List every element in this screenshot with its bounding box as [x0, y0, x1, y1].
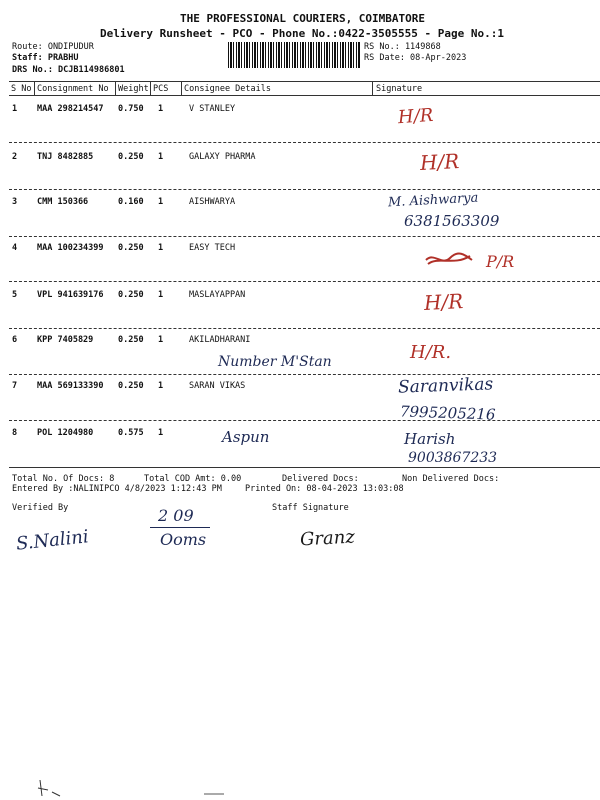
row-sno: 5	[12, 290, 18, 300]
handwritten-phone: 9003867233	[408, 450, 498, 466]
row-weight: 0.250	[118, 152, 144, 162]
row-sno: 3	[12, 197, 18, 207]
row-separator	[9, 374, 600, 375]
column-header: Consignment No	[37, 84, 109, 94]
row-separator	[9, 328, 600, 329]
row-consignment: TNJ 8482885	[37, 152, 94, 162]
total-cod: Total COD Amt: 0.00	[144, 474, 242, 484]
col-divider	[372, 81, 373, 95]
printed-on: Printed On: 08-04-2023 13:03:08	[245, 484, 404, 494]
row-consignee: AKILADHARANI	[189, 335, 251, 345]
table-header-rule	[9, 95, 600, 96]
staff-signature-label: Staff Signature	[272, 503, 349, 513]
col-divider	[34, 81, 35, 95]
non-delivered-docs: Non Delivered Docs:	[402, 474, 500, 484]
row-sno: 2	[12, 152, 18, 162]
page-title: THE PROFESSIONAL COURIERS, COIMBATORE	[180, 12, 426, 25]
rs-date: RS Date: 08-Apr-2023	[364, 53, 467, 63]
column-header: Weight	[118, 84, 149, 94]
row-separator	[9, 236, 600, 237]
col-divider	[150, 81, 151, 95]
row-pcs: 1	[158, 290, 164, 300]
center-signature-top: 2 09	[158, 506, 194, 525]
handwritten-note: Aspun	[222, 428, 270, 446]
col-divider	[181, 81, 182, 95]
row-pcs: 1	[158, 428, 164, 438]
row-sno: 8	[12, 428, 18, 438]
handwritten-signature: H/R	[419, 148, 460, 176]
row-separator	[9, 281, 600, 282]
row-pcs: 1	[158, 104, 164, 114]
row-consignee: AISHWARYA	[189, 197, 236, 207]
center-signature-bottom: Ooms	[160, 530, 207, 549]
row-sno: 7	[12, 381, 18, 391]
stray-mark	[36, 778, 66, 798]
row-consignment: MAA 569133390	[37, 381, 104, 391]
row-sno: 6	[12, 335, 18, 345]
column-header: S No	[11, 84, 32, 94]
row-weight: 0.250	[118, 381, 144, 391]
handwritten-name: Saranvikas	[397, 374, 494, 398]
row-weight: 0.575	[118, 428, 144, 438]
handwritten-name: Harish	[404, 430, 456, 448]
verified-by-label: Verified By	[12, 503, 69, 513]
entered-by: Entered By :NALINIPCO 4/8/2023 1:12:43 PM	[12, 484, 222, 494]
column-header: Consignee Details	[184, 84, 271, 94]
barcode	[228, 42, 360, 68]
scribble-mark	[424, 250, 474, 268]
signature-underline	[150, 527, 210, 528]
handwritten-signature: P/R	[486, 252, 515, 271]
delivered-docs: Delivered Docs:	[282, 474, 359, 484]
column-header: PCS	[153, 84, 169, 94]
stray-mark	[202, 790, 226, 798]
row-weight: 0.750	[118, 104, 144, 114]
row-pcs: 1	[158, 335, 164, 345]
row-consignment: CMM 150366	[37, 197, 89, 207]
staff-label: Staff: PRABHU	[12, 53, 79, 63]
row-consignment: POL 1204980	[37, 428, 94, 438]
row-consignee: V STANLEY	[189, 104, 236, 114]
row-weight: 0.160	[118, 197, 144, 207]
row-consignment: VPL 941639176	[37, 290, 104, 300]
table-bottom-rule	[9, 467, 600, 468]
row-sno: 4	[12, 243, 18, 253]
handwritten-name: M. Aishwarya	[387, 190, 479, 211]
staff-signature: Granz	[299, 526, 356, 551]
col-divider	[115, 81, 116, 95]
row-consignment: MAA 298214547	[37, 104, 104, 114]
table-top-rule	[9, 81, 600, 82]
row-sno: 1	[12, 104, 18, 114]
row-pcs: 1	[158, 243, 164, 253]
row-separator	[9, 189, 600, 190]
handwritten-signature: H/R.	[410, 342, 452, 363]
row-pcs: 1	[158, 152, 164, 162]
row-weight: 0.250	[118, 290, 144, 300]
verified-signature: S.Nalini	[15, 526, 90, 555]
row-pcs: 1	[158, 381, 164, 391]
total-docs: Total No. Of Docs: 8	[12, 474, 115, 484]
handwritten-note: Number M'Stan	[218, 354, 332, 370]
handwritten-phone: 7995205216	[399, 402, 496, 424]
handwritten-phone: 6381563309	[404, 212, 500, 230]
column-header: Signature	[376, 84, 423, 94]
drs-number: DRS No.: DCJB114986801	[12, 65, 125, 75]
row-weight: 0.250	[118, 243, 144, 253]
row-consignee: SARAN VIKAS	[189, 381, 246, 391]
page-subtitle: Delivery Runsheet - PCO - Phone No.:0422-3505555 - Page No.:1	[100, 27, 504, 40]
row-consignment: KPP 7405829	[37, 335, 94, 345]
row-pcs: 1	[158, 197, 164, 207]
row-consignment: MAA 100234399	[37, 243, 104, 253]
row-separator	[9, 142, 600, 143]
row-separator	[9, 420, 600, 421]
row-consignee: MASLAYAPPAN	[189, 290, 246, 300]
row-consignee: GALAXY PHARMA	[189, 152, 256, 162]
rs-number: RS No.: 1149868	[364, 42, 441, 52]
route-label: Route: ONDIPUDUR	[12, 42, 94, 52]
row-weight: 0.250	[118, 335, 144, 345]
handwritten-signature: H/R	[423, 288, 464, 316]
row-consignee: EASY TECH	[189, 243, 236, 253]
handwritten-signature: H/R	[397, 104, 435, 129]
